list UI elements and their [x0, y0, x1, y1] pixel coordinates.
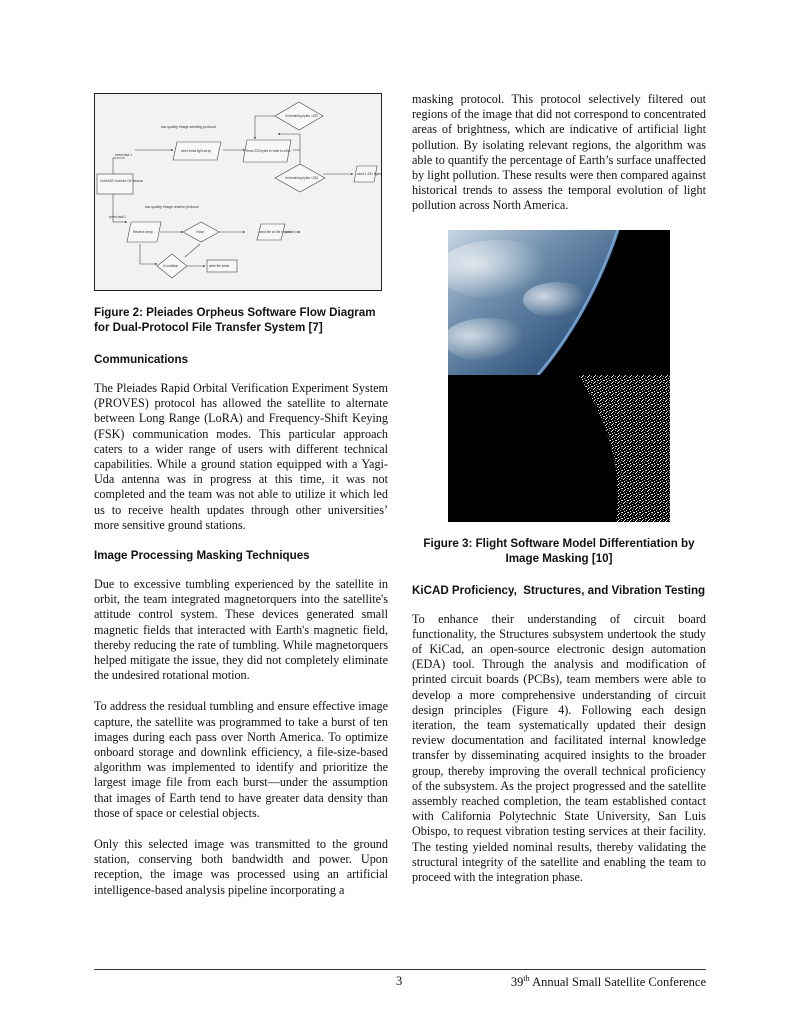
flow-text-write-file: write file folder [209, 264, 230, 268]
kicad-heading: KiCAD Proficiency, Structures, and Vibration Testing [412, 583, 706, 597]
flow-text-event2: event task 2 [109, 215, 127, 219]
flow-text-if-size: if size [196, 230, 205, 234]
conference-name: Annual Small Satellite Conference [529, 975, 706, 990]
kicad-paragraph: To enhance their understanding of circuit board functionality, the Structures subsystem undertook the study of KiCad, an open-source electronic design automation (EDA) tool. Through the analysis and modification of printed circuit boards (PCBs), team members were able to develop a more comprehensive understanding of circuit design principles (Figure 4). Following each design iteration, the team systematically updated their design review documentation and facilitated internal knowledge transfer by disseminating acquired insights to the broader group, thereby improving the overall technical proficiency of the subsystem. As the project progressed and the satellite assembly reached completion, the team established contact with California Polytechnic State University, San Luis Obispo, to request vibration testing services at their facility. The testing yielded nominal results, thereby validating the structural integrity of the satellite and enabling the team to proceed with the integration phase. [412, 611, 706, 885]
flow-node-cubesat [97, 174, 133, 194]
image-processing-paragraph-1: Due to excessive tumbling experienced by the satellite in orbit, the team integrated magnetorquers into the satellite's attitude control system. These devices generated small magnetic fields that interacted with Earth's magnetic field, thereby reducing the rate of tumbling. While magnetorquers helped mitigate the issue, they did not completely eliminate the undesired rotational motion. [94, 577, 388, 683]
flow-text-if-remaining-2: if remaining bytes <232 [285, 176, 319, 180]
figure-3-image [448, 230, 670, 522]
footer-rule [94, 969, 706, 970]
flow-text-if-remaining: if remaining bytes >232 [285, 114, 319, 118]
image-processing-paragraph-3: Only this selected image was transmitted to the ground station, conserving both bandwidth and power. Upon reception, the image was processed using an artificial intelligence-based analysis pipeline incorporating a [94, 837, 388, 897]
flow-text-receive-array: Receive array [133, 230, 153, 234]
right-column [412, 93, 706, 901]
flow-text-send-initial: send initial light array [181, 149, 211, 153]
masking-continuation-paragraph: masking protocol. This protocol selectively filtered out regions of the image that did not correspond to concentrated areas of brightness, which are indicative of artificial light pollution. By isolating relevant regions, the algorithm was able to quantify the percentage of Earth’s surface unaffected by light pollution. These results were then compared against historical trends to assess the temporal evolution of light pollution across North America. [412, 92, 706, 213]
left-column [94, 93, 388, 914]
communications-paragraph: The Pleiades Rapid Orbital Verification Experiment System (PROVES) protocol has allowed the satellite to alternate between Long Range (LoRA) and Frequency-Shift Keying (FSK) communication modes. This particular approach caters to a wider range of users with different technical capabilities. While a ground station equipped with a Yagi-Uda antenna was in progress at this time, it was not completed and the team was not able to utilize it which led us to receive health updates through other universities’ more sensitive ground stations. [94, 381, 388, 532]
flow-text-if-condition: if condition [163, 264, 179, 268]
flow-label-receive-protocol: low quality image receive protocol [145, 205, 199, 209]
page-number: 3 [396, 974, 403, 988]
image-processing-heading: Image Processing Masking Techniques [94, 549, 310, 563]
figure-2-flow-diagram [94, 93, 382, 291]
flow-label-low-quality-protocol: low quality image sending protocol [161, 125, 216, 129]
flow-text-event1: event task 1 [115, 153, 133, 157]
communications-heading: Communications [94, 353, 189, 366]
conference-footer [511, 974, 706, 990]
figure-2-caption: Figure 2: Pleiades Orpheus Software Flow Diagram for Dual-Protocol File Transfer System [7] [94, 306, 376, 334]
flow-text-send-file: send file on file request [259, 230, 292, 234]
flow-text-send-final: send 1-231 bytes [357, 172, 381, 176]
figure-3-caption: Figure 3: Flight Software Model Differentiation by Image Masking [10] [423, 536, 695, 565]
flow-text-cubesat: CubeSAT receives OK beacon [100, 179, 144, 183]
conference-ordinal-suffix: th [523, 974, 530, 983]
image-processing-paragraph-2: To address the residual tumbling and ensure effective image capture, the satellite was programmed to take a burst of ten images during each pass over North America. To optimize onboard storage and downlink efficiency, a file-size-based algorithm was implemented to identify and prioritize the largest image file from each burst—under the assumption that images of Earth tend to have greater data density than those of space or celestial objects. [94, 699, 388, 820]
conference-ordinal: 39 [510, 975, 524, 990]
flow-text-send-233: Send 233 bytes to write to a file [246, 149, 291, 153]
